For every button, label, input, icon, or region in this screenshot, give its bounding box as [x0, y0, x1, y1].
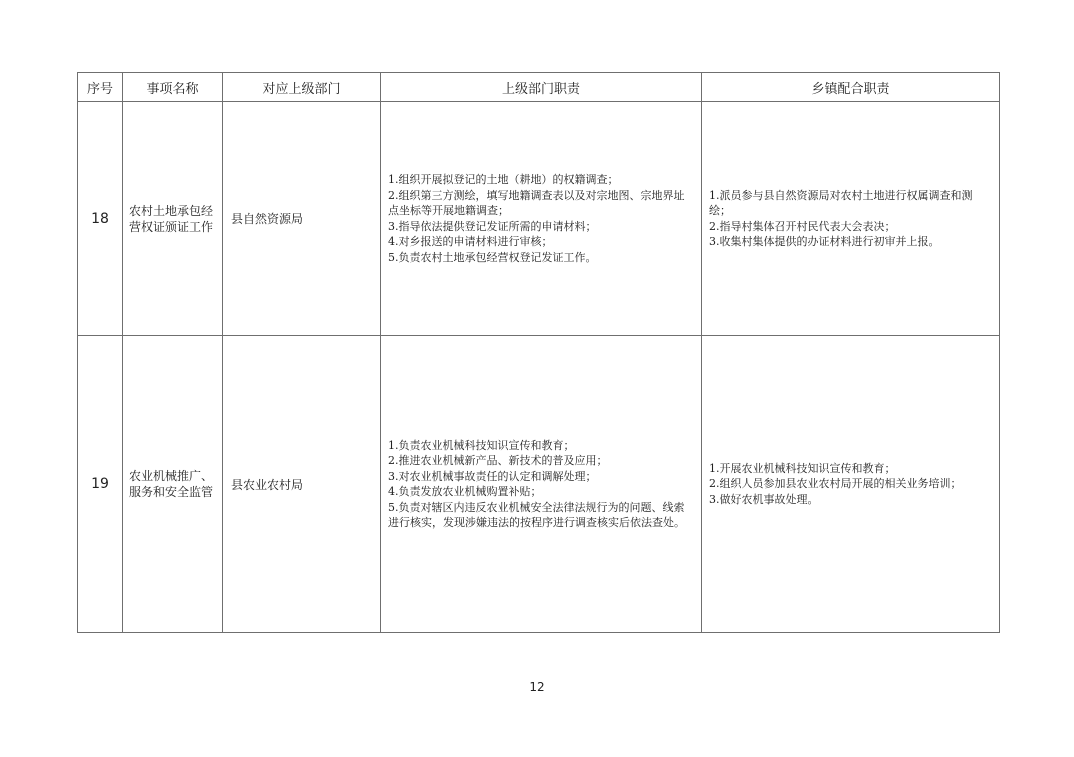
list-item: 3.对农业机械事故责任的认定和调解处理；	[388, 469, 597, 483]
list-item: 2.组织第三方测绘，填写地籍调查表以及对宗地图、宗地界址点坐标等开展地籍调查；	[388, 188, 685, 217]
list-item: 1.派员参与县自然资源局对农村土地进行权属调查和测绘；	[709, 188, 973, 217]
list-item: 4.负责发放农业机械购置补贴；	[388, 485, 542, 498]
header-item-name: 事项名称	[123, 73, 223, 102]
list-item: 5.负责农村土地承包经营权登记发证工作。	[388, 250, 597, 264]
town-duty-list	[702, 461, 999, 508]
list-item: 3.做好农机事故处理。	[709, 492, 819, 506]
list-item: 1.负责农业机械科技知识宣传和教育；	[388, 438, 575, 452]
row-item-name: 农业机械推广、服务和安全监管	[123, 336, 223, 633]
list-item: 2.组织人员参加县农业农村局开展的相关业务培训；	[709, 477, 962, 491]
row-upper-duties	[381, 336, 702, 633]
list-item: 3.收集村集体提供的办证材料进行初审并上报。	[709, 235, 940, 248]
page-number: 12	[529, 680, 545, 694]
row-seq: 19	[78, 336, 123, 633]
row-item-name: 农村土地承包经营权证颁证工作	[123, 102, 223, 336]
list-item: 3.指导依法提供登记发证所需的申请材料；	[388, 219, 597, 233]
list-item: 5.负责对辖区内违反农业机械安全法律法规行为的问题、线索进行核实，发现涉嫌违法的按程序进行调查核实后依法查处。	[388, 500, 685, 529]
row-department: 县自然资源局	[223, 102, 381, 336]
upper-duty-list	[381, 438, 701, 531]
list-item: 2.推进农业机械新产品、新技术的普及应用；	[388, 454, 608, 467]
duty-table	[77, 72, 1000, 633]
row-upper-duties	[381, 102, 702, 336]
list-item: 1.组织开展拟登记的土地（耕地）的权籍调查；	[388, 173, 619, 186]
header-seq: 序号	[78, 73, 123, 102]
row-department: 县农业农村局	[223, 336, 381, 633]
list-item: 4.对乡报送的申请材料进行审核；	[388, 235, 553, 248]
header-upper-duty: 上级部门职责	[381, 73, 702, 102]
row-seq: 18	[78, 102, 123, 336]
header-department: 对应上级部门	[223, 73, 381, 102]
upper-duty-list	[381, 172, 701, 265]
table-body	[78, 102, 1000, 633]
list-item: 1.开展农业机械科技知识宣传和教育；	[709, 461, 896, 475]
list-item: 2.指导村集体召开村民代表大会表决；	[709, 219, 896, 233]
header-row	[78, 73, 1000, 102]
table-header	[78, 73, 1000, 102]
row-town-duties	[702, 336, 1000, 633]
row-town-duties	[702, 102, 1000, 336]
table-row	[78, 102, 1000, 336]
header-town-duty: 乡镇配合职责	[702, 73, 1000, 102]
table-row	[78, 336, 1000, 633]
town-duty-list	[702, 188, 999, 250]
